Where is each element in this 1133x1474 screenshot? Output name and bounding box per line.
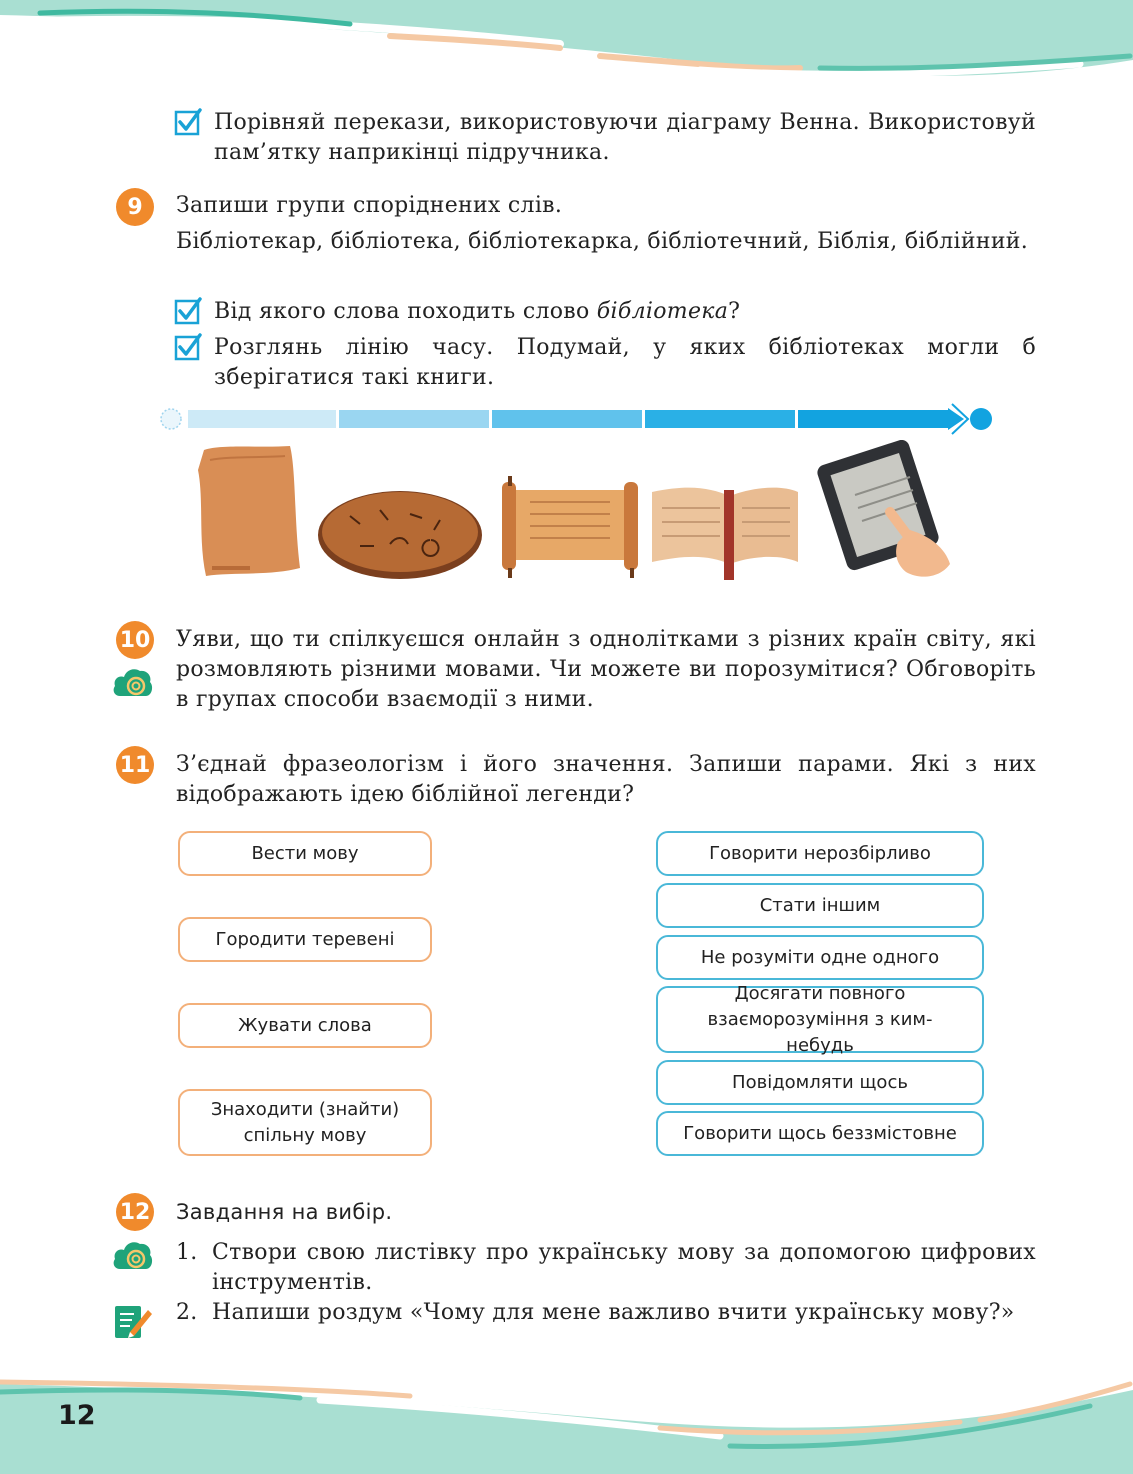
italic-word: бібліотека [596, 299, 729, 324]
task12-item1-number: 1. [176, 1240, 198, 1265]
task12-item2-number: 2. [176, 1300, 198, 1325]
notebook-pencil-icon [112, 1302, 152, 1342]
page-number: 12 [58, 1400, 96, 1431]
task12-item1-text: Створи свою листівку про українську мову за допомогою цифрових інструментів. [212, 1240, 1036, 1295]
timeline-bar [158, 402, 998, 436]
task-number-badge: 11 [116, 746, 154, 784]
task9-title: Запиши групи споріднених слів. [176, 193, 563, 218]
e-reader-icon [815, 440, 950, 577]
meaning-box[interactable]: Повідомляти щось [656, 1060, 984, 1105]
task9-question1: Від якого слова походить слово бібліотека? [214, 299, 741, 324]
meaning-box[interactable]: Досягати повного взаєморозуміння з ким-небудь [656, 986, 984, 1053]
book-history-illustration [190, 440, 970, 585]
cloud-target-icon [112, 664, 154, 698]
task-number-badge: 12 [116, 1193, 154, 1231]
meaning-box[interactable]: Не розуміти одне одного [656, 935, 984, 980]
task12-title: Завдання на вибір. [176, 1200, 393, 1224]
phrase-box[interactable]: Знаходити (знайти) спільну мову [178, 1089, 432, 1156]
scroll-icon [502, 476, 638, 578]
meaning-box[interactable]: Говорити нерозбірливо [656, 831, 984, 876]
meaning-box[interactable]: Стати іншим [656, 883, 984, 928]
phrase-box[interactable]: Городити теревені [178, 917, 432, 962]
open-book-icon [652, 488, 798, 580]
checkbox-checked-icon [174, 333, 202, 361]
phrase-box[interactable]: Жувати слова [178, 1003, 432, 1048]
task11-text: З’єднай фразеологізм і його значення. Запиши парами. Які з них відображають ідею біблійної легенди? [176, 752, 1036, 807]
papyrus-icon [198, 446, 300, 576]
phrase-box[interactable]: Вести мову [178, 831, 432, 876]
task9-words: Бібліотекар, бібліотека, бібліотекарка, бібліотечний, Біблія, біблійний. [176, 229, 1029, 254]
task-number-badge: 9 [116, 188, 154, 226]
task10-text: Уяви, що ти спілкуєшся онлайн з однолітками з різних країн світу, які розмовляють різними мовами. Чи можете ви порозумітися? Обговоріть в групах способи взаємодії з ними. [176, 627, 1036, 712]
task9-question2: Розглянь лінію часу. Подумай, у яких бібліотеках могли б зберігатися такі книги. [214, 335, 1036, 390]
meaning-box[interactable]: Говорити щось беззмістовне [656, 1111, 984, 1156]
checkbox-checked-icon [174, 108, 202, 136]
task12-item2-text: Напиши роздум «Чому для мене важливо вчити українську мову?» [212, 1300, 1015, 1325]
header-decoration [0, 0, 1133, 95]
cloud-target-icon [112, 1237, 154, 1271]
footer-decoration [0, 1370, 1133, 1474]
clay-tablet-icon [318, 491, 482, 579]
checkbox-checked-icon [174, 297, 202, 325]
intro-check-text: Порівняй перекази, використовуючи діаграму Венна. Використовуй пам’ятку наприкінці підручника. [214, 110, 1036, 165]
task-number-badge: 10 [116, 621, 154, 659]
